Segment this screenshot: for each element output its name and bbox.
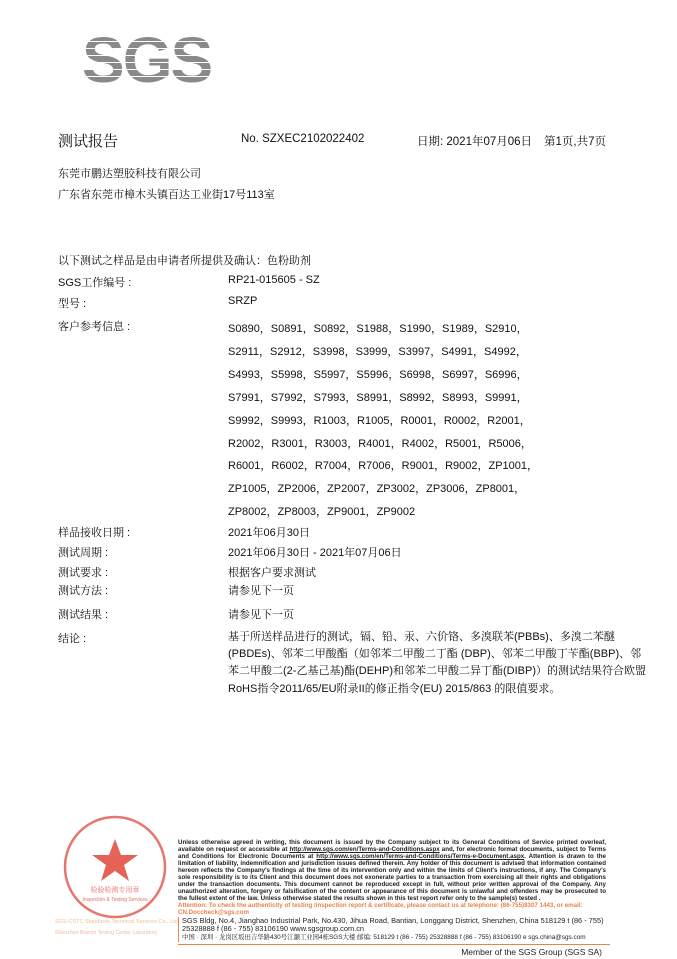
ref-line: S0890，S0891，S0892，S1988，S1990，S1989，S2910， <box>228 323 528 335</box>
receive-date-value: 2021年06月30日 <box>228 527 310 539</box>
ref-line: ZP1005，ZP2006，ZP2007，ZP3002，ZP3006，ZP8001， <box>228 483 526 496</box>
report-title: 测试报告 <box>58 133 119 150</box>
svg-text:Inspection & Testing Services: Inspection & Testing Services <box>82 897 148 903</box>
ref-line: ZP8002，ZP8003，ZP9001，ZP9002 <box>228 506 416 519</box>
disclaimer <box>178 839 606 902</box>
disclaimer-text: and, for electronic format documents, subject to Terms and Conditions for Electronic Documents at <box>178 845 606 860</box>
member-note: Member of the SGS Group (SGS SA) <box>461 947 602 957</box>
test-requirement-value: 根据客户要求测试 <box>228 567 316 579</box>
address-chinese: 中国 · 深圳 · 龙岗区坂田吉华路430号江灏工业园4栋SGS大楼 邮编: 518129 t (86 - 755) 25328888 f (86 - 755) 83106190 e sgs.china@sgs.com <box>182 934 586 941</box>
disclaimer-text: Unless otherwise agreed in writing, this document is issued by the Company subject to its General Conditions of Service printed overleaf, available on request or accessible at <box>178 838 606 853</box>
client-address: 广东省东莞市樟木头镇百达工业街17号113室 <box>58 189 275 201</box>
model-label: 型号 : <box>58 298 87 310</box>
receive-date-label: 样品接收日期 : <box>58 527 131 539</box>
test-period-label: 测试周期 : <box>58 547 109 559</box>
footer <box>178 839 610 945</box>
conclusion-text: 基于所送样品进行的测试，镉、铅、汞、六价铬、多溴联苯(PBBs)、多溴二苯醚(PBDEs)、邻苯二甲酸酯（如邻苯二甲酸二丁酯 (DBP)、邻苯二甲酸丁苄酯(BBP)、邻苯二甲酸二(2-乙基己基)酯(DEHP)和邻苯二甲酸二异丁酯(DIBP)）的测试结果符合欧盟RoHS指令2011/65/EU附录II的修正指令(EU) 2015/863 的限值要求。 <box>228 631 646 695</box>
test-requirement-label: 测试要求 : <box>58 567 109 579</box>
star-icon <box>92 839 138 881</box>
client-ref-label: 客户参考信息 : <box>58 321 131 333</box>
svg-text:检验检测专用章: 检验检测专用章 <box>90 886 140 894</box>
report-date: 日期: 2021年07月06日 <box>417 136 533 148</box>
ref-line: S2911，S2912，S3998，S3999，S3997，S4991，S4992， <box>228 345 527 358</box>
svg-text:Shenzhen Branch Testing Center: Shenzhen Branch Testing Center Laboratory <box>55 930 158 936</box>
test-method-value: 请参见下一页 <box>228 585 294 597</box>
test-period-value: 2021年06月30日 - 2021年07月06日 <box>228 547 402 559</box>
ref-line: R6001，R6002，R7004，R7006，R9001，R9002，ZP1001， <box>228 460 539 473</box>
sgs-logo: SGS <box>82 24 212 96</box>
model-value: SRZP <box>228 295 258 307</box>
job-number-value: RP21-015605 - SZ <box>228 274 320 286</box>
authenticity-notice: Attention: To check the authenticity of testing /inspection report & certificate, please contact us at telephone: (86-755)8307 1443, or email: CN.Doccheck@sgs.com <box>178 901 583 916</box>
client-ref-list <box>228 318 538 524</box>
test-method-label: 测试方法 : <box>58 585 109 597</box>
address-english: SGS Bldg, No.4, Jianghao Industrial Park, No.430, Jihua Road, Bantian, Longgang District, Shenzhen, China 518129 t (86 - 755) 25328888 f (86 - 755) 83106190 www.sgsgroup.com.cn <box>182 915 604 934</box>
client-name: 东莞市鹏达塑胶科技有限公司 <box>58 168 201 180</box>
company-stamp <box>55 813 180 943</box>
page-number: 第1页,共7页 <box>544 136 606 148</box>
report-number: No. SZXEC2102022402 <box>241 133 365 145</box>
sample-intro: 以下测试之样品是由申请者所提供及确认：色粉助剂 <box>58 255 311 267</box>
terms-link[interactable]: http://www.sgs.com/en/Terms-and-Conditions.aspx <box>289 845 440 853</box>
ref-line: R2002，R3001，R3003，R4001，R4002，R5001，R5006， <box>228 437 532 450</box>
address-block <box>178 917 610 942</box>
ref-line: S4993，S5998，S5997，S5996，S6998，S6997，S6996， <box>228 368 528 381</box>
job-number-label: SGS工作编号 : <box>58 277 132 289</box>
e-document-terms-link[interactable]: http://www.sgs.com/en/Terms-and-Conditions/Terms-e-Document.aspx <box>316 852 525 860</box>
ref-line: S7991，S7992，S7993，S8991，S8992，S8993，S9991， <box>228 391 528 404</box>
test-result-value: 请参见下一页 <box>228 609 294 621</box>
ref-line: S9992，S9993，R1003，R1005，R0001，R0002，R2001， <box>228 414 531 427</box>
disclaimer-text: . Attention is drawn to the limitation of liability, indemnification and jurisdiction issues defined therein. Any holder of this document is advised that information contained hereon reflects the Company's findings at the time of its intervention only and within the limits of Client's instructions, if any. The Company's sole responsibility is to its Client and this document does not exonerate parties to a transaction from exercising all their rights and obligations under the transaction documents. This document cannot be reproduced except in full, without prior written approval of the Company. Any unauthorized alteration, forgery or falsification of the content or appearance of this document is unlawful and offenders may be prosecuted to the fullest extent of the law. Unless otherwise stated the results shown in this test report refer only to the sample(s) tested . <box>178 852 606 902</box>
conclusion-label: 结论 : <box>58 633 87 645</box>
svg-text:SGS-CSTC Standards Technical S: SGS-CSTC Standards Technical Services Co., Ltd. <box>55 919 180 925</box>
test-result-label: 测试结果 : <box>58 609 109 621</box>
